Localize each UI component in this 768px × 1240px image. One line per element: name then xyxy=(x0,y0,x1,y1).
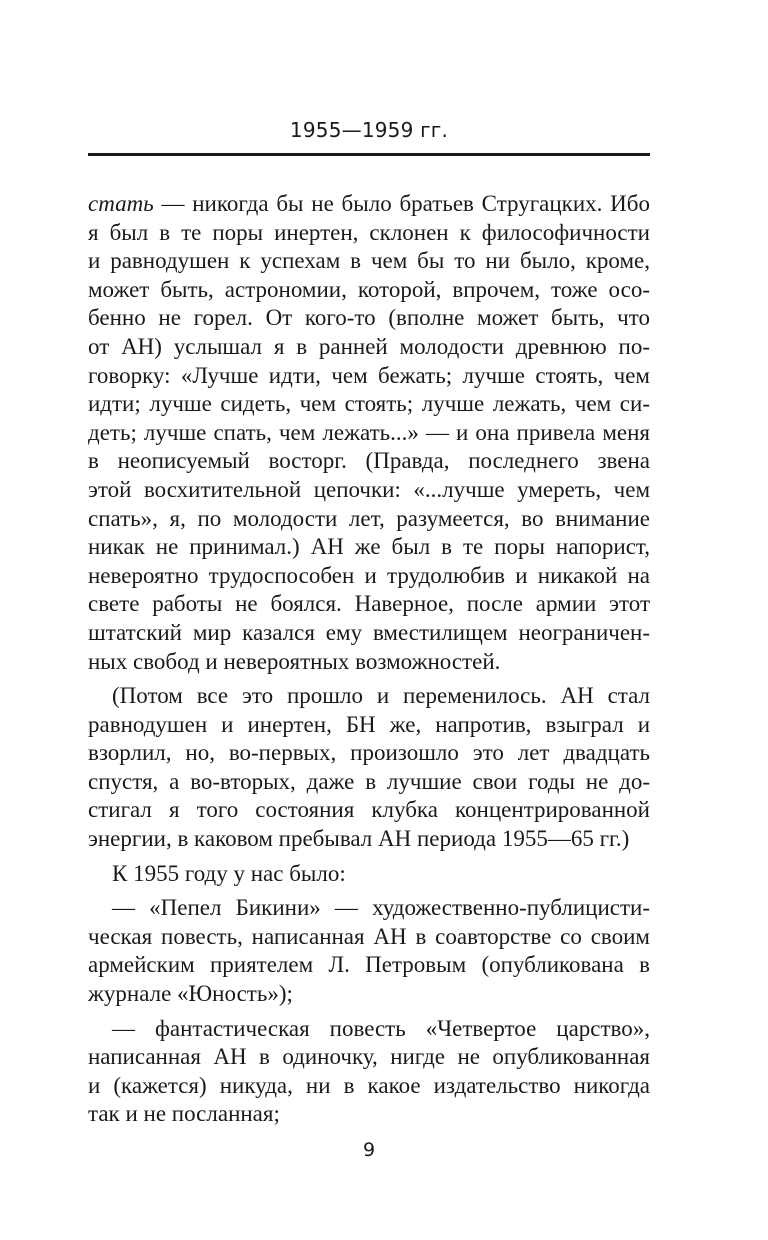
text-line: (Потом все это прошло и переменилось. АН стал xyxy=(112,683,650,709)
header-rule xyxy=(88,153,650,156)
text-line: никак не принимал.) АН же был в те поры напорист, xyxy=(88,534,650,560)
text-line: стигал я того состояния клубка концентрированной xyxy=(88,797,650,823)
text-line: — фантастическая повесть «Четвертое царство», xyxy=(112,1015,650,1041)
text-line: равнодушен и инертен, БН же, напротив, взыграл и xyxy=(88,711,650,737)
text-line: идти; лучше сидеть, чем стоять; лучше лежать, чем си- xyxy=(88,391,650,417)
text-line: этой восхитительной цепочки: «...лучше умереть, чем xyxy=(88,476,650,502)
text-line: невероятно трудоспособен и трудолюбив и никакой на xyxy=(88,562,650,588)
text-line: написанная АН в одиночку, нигде не опубликованная xyxy=(88,1044,650,1070)
text-line: энергии, в каковом пребывал АН периода 1955—65 гг.) xyxy=(88,826,630,852)
text-line: и равнодушен к успехам в чем бы то ни было, кроме, xyxy=(88,248,650,274)
paragraph-5 xyxy=(88,1015,650,1129)
text-line: журнале «Юность»); xyxy=(88,981,293,1007)
text-line: К 1955 году у нас было: xyxy=(112,860,346,886)
paragraph-4 xyxy=(88,894,650,1008)
text-line: в неописуемый восторг. (Правда, последнего звена xyxy=(88,448,650,474)
text-line: армейским приятелем Л. Петровым (опубликована в xyxy=(88,952,650,978)
paragraph-2 xyxy=(88,682,650,854)
text-line: — «Пепел Бикини» — художественно-публицисти- xyxy=(112,895,650,921)
body-text xyxy=(88,190,650,1129)
text-line: говорку: «Лучше идти, чем бежать; лучше стоять, чем xyxy=(88,362,650,388)
italic-lead-word: стать xyxy=(88,191,154,216)
paragraph-1 xyxy=(88,190,650,676)
text-line: может быть, астрономии, которой, впрочем, тоже осо- xyxy=(88,276,650,302)
page-number: 9 xyxy=(362,1139,376,1161)
text-line: бенно не горел. От кого-то (вполне может быть, что xyxy=(88,305,650,331)
text-line: ческая повесть, написанная АН в соавторстве со своим xyxy=(88,923,650,949)
text-line: и (кажется) никуда, ни в какое издательство никогда xyxy=(88,1072,650,1098)
paragraph-3 xyxy=(88,860,650,889)
text-line: взорлил, но, во-первых, произошло это лет двадцать xyxy=(88,740,650,766)
text-line: свете работы не боялся. Наверное, после армии этот xyxy=(88,591,650,617)
running-head: 1955—1959 гг. xyxy=(289,118,449,142)
text-line: ных свобод и невероятных возможностей. xyxy=(88,648,501,674)
text-line: деть; лучше спать, чем лежать...» — и она привела меня xyxy=(88,419,650,445)
text-line: я был в те поры инертен, склонен к философичности xyxy=(88,219,650,245)
text-line: спать», я, по молодости лет, разумеется, во внимание xyxy=(88,505,650,531)
text-line: так и не посланная; xyxy=(88,1101,280,1127)
text-line: штатский мир казался ему вместилищем неограничен- xyxy=(88,619,650,645)
text-line: от АН) услышал я в ранней молодости древнюю по- xyxy=(88,333,650,359)
text-line: спустя, а во-вторых, даже в лучшие свои годы не до- xyxy=(88,768,650,794)
text-line: стать — никогда бы не было братьев Стругацких. Ибо xyxy=(88,191,650,216)
